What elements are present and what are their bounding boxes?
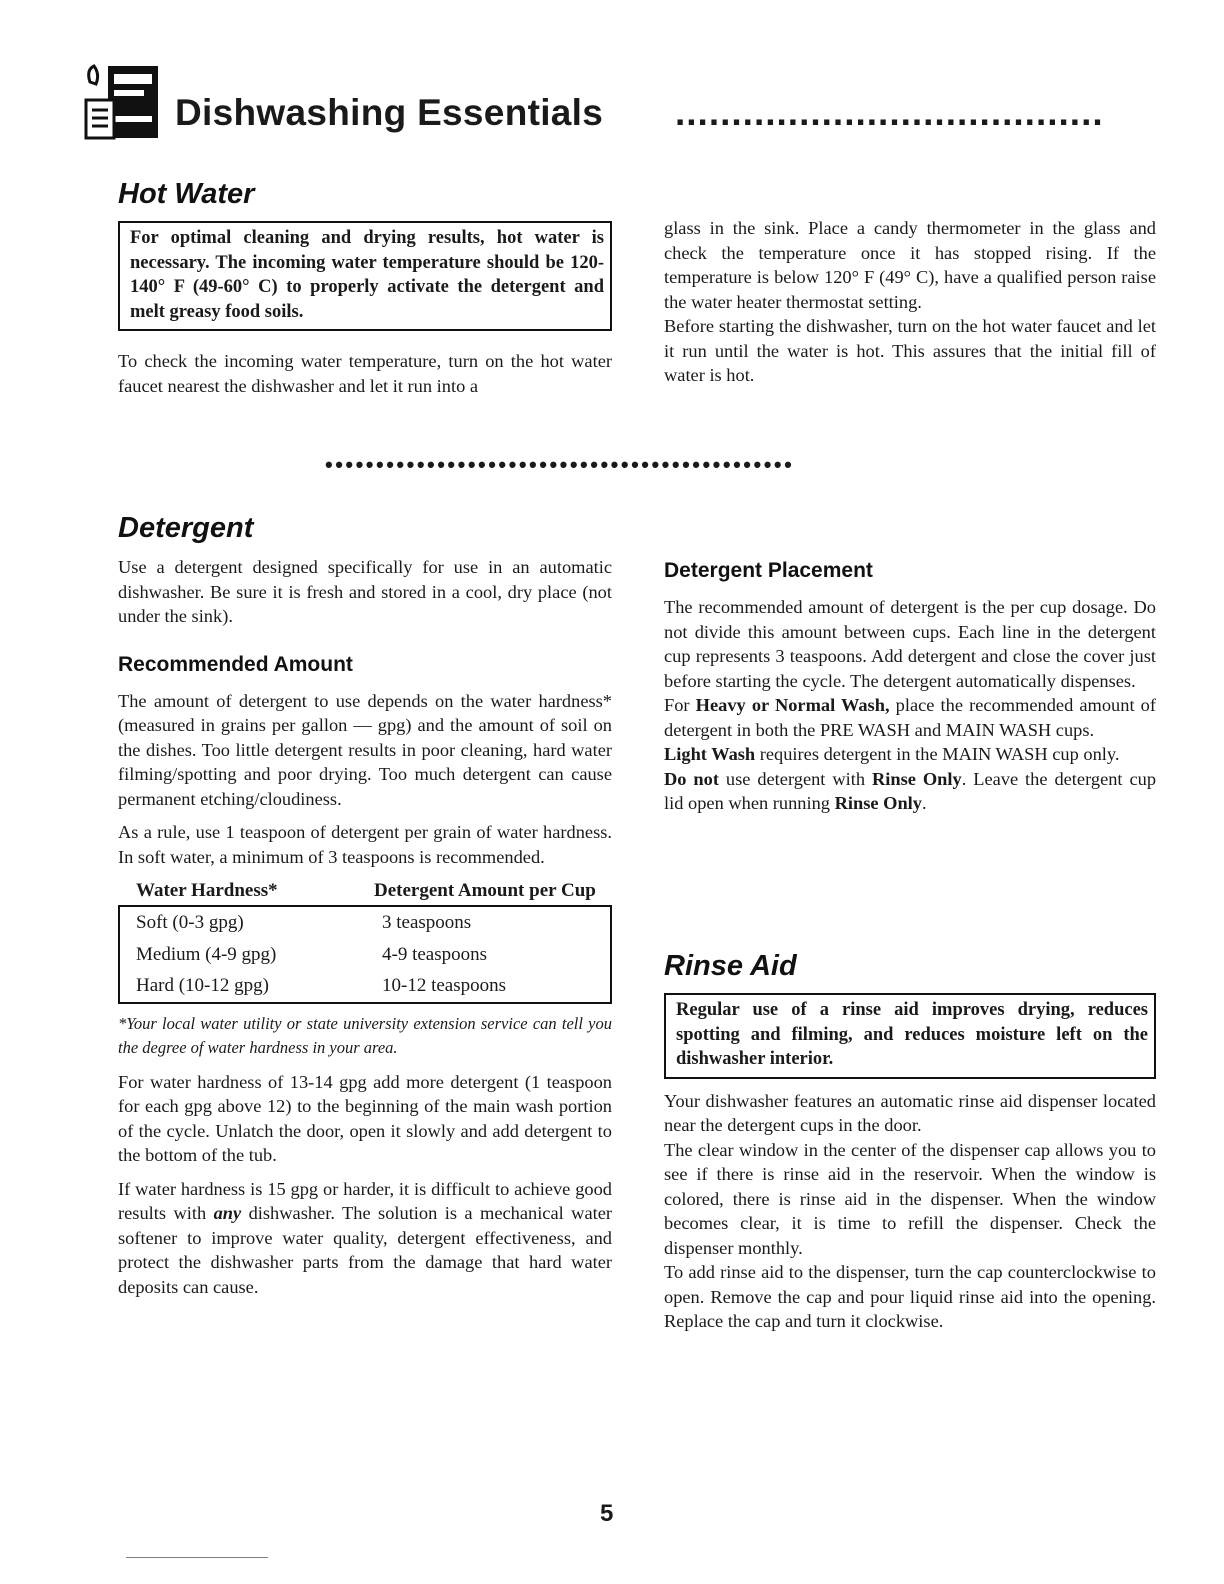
page-number: 5	[600, 1500, 614, 1527]
rinse-aid-paragraph-1: Your dishwasher features an automatic rinse aid dispenser located near the detergent cups in the door.	[664, 1090, 1156, 1135]
dishwasher-logo-icon	[84, 60, 170, 140]
table-header-amount: Detergent Amount per Cup	[374, 880, 596, 901]
detergent-paragraph-4: If water hardness is 15 gpg or harder, it is difficult to achieve good results with any dishwasher. The solution is a mechanical water softener to improve water quality, detergent effectiveness, and protect the dishwasher parts from the damage that hard water deposits can cause.	[118, 1178, 613, 1297]
table-header-row	[118, 879, 612, 903]
placement-paragraph-3: Light Wash requires detergent in the MAIN WASH cup only.	[664, 744, 1120, 764]
table-cell-hardness: Soft (0-3 gpg)	[136, 912, 244, 933]
detergent-section	[118, 512, 612, 1299]
rinse-aid-callout: Regular use of a rinse aid improves drying, reduces spotting and filming, and reduces moisture left on the dishwasher interior.	[664, 993, 1156, 1079]
hot-water-heading: Hot Water	[118, 178, 255, 210]
hot-water-continued	[664, 216, 1156, 388]
table-header-hardness: Water Hardness*	[136, 880, 278, 901]
table-body	[118, 905, 612, 1004]
detergent-paragraph-3: For water hardness of 13-14 gpg add more detergent (1 teaspoon for each gpg above 12) to the beginning of the main wash portion of the cycle. Unlatch the door, open it slowly and add detergent to the bottom of the tub.	[118, 1071, 612, 1165]
placement-paragraph-4: Do not use detergent with Rinse Only. Leave the detergent cup lid open when running Rinse Only.	[664, 768, 1157, 813]
hot-water-paragraph-2: Before starting the dishwasher, turn on the hot water faucet and let it run until the water is hot. This assures that the initial fill of water is hot.	[664, 316, 1156, 385]
emphasis-any: any	[213, 1203, 242, 1223]
placement-paragraph-1: The recommended amount of detergent is the per cup dosage. Do not divide this amount between cups. Each line in the detergent cup represents 3 teaspoons. Add detergent and close the cover just before starting the cycle. The detergent automatically dispenses.	[664, 597, 1156, 691]
detergent-placement-section	[664, 559, 1156, 816]
table-cell-hardness: Hard (10-12 gpg)	[136, 975, 269, 996]
title-leader-dots: ......................................	[675, 92, 1104, 133]
detergent-placement-heading: Detergent Placement	[664, 559, 873, 582]
hot-water-paragraph-1: To check the incoming water temperature, turn on the hot water faucet nearest the dishwasher and let it run into a	[118, 351, 612, 396]
recommended-amount-heading: Recommended Amount	[118, 652, 353, 676]
section-separator: ••••••••••••••••••••••••••••••••••••••••••••••	[325, 452, 795, 477]
rinse-aid-heading: Rinse Aid	[664, 950, 797, 982]
water-hardness-table	[118, 879, 612, 1004]
recommended-paragraph-2: As a rule, use 1 teaspoon of detergent per grain of water hardness. In soft water, a minimum of 3 teaspoons is recommended.	[118, 822, 612, 867]
table-cell-hardness: Medium (4-9 gpg)	[136, 943, 277, 965]
table-cell-amount: 4-9 teaspoons	[382, 943, 488, 965]
placement-paragraph-2: For Heavy or Normal Wash, place the recommended amount of detergent in both the PRE WASH and MAIN WASH cups.	[664, 695, 1156, 740]
page-title: Dishwashing Essentials	[175, 92, 604, 133]
rinse-aid-paragraph-2: The clear window in the center of the dispenser cap allows you to see if there is rinse aid in the reservoir. When the window is colored, there is rinse aid in the dispenser. When the window becomes clear, it is time to refill the dispenser. Check the dispenser monthly.	[664, 1139, 1156, 1258]
bottom-rule	[126, 1557, 268, 1558]
table-cell-amount: 10-12 teaspoons	[382, 975, 507, 996]
detergent-heading: Detergent	[118, 512, 254, 544]
hot-water-callout: For optimal cleaning and drying results, hot water is necessary. The incoming water temperature should be 120-140° F (49-60° C) to properly activate the detergent and melt greasy food soils.	[118, 221, 612, 331]
hardness-footnote: *Your local water utility or state university extension service can tell you the degree of water hardness in your area.	[118, 1013, 612, 1057]
table-row	[120, 907, 610, 939]
recommended-paragraph-1: The amount of detergent to use depends on the water hardness* (measured in grains per gallon — gpg) and the amount of soil on the dishes. Too little detergent results in poor cleaning, hard water filming/spotting and poor drying. Too much detergent can cause permanent etching/cloudiness.	[118, 690, 612, 809]
hot-water-section	[118, 178, 612, 398]
table-row	[120, 970, 610, 1002]
rinse-aid-section	[664, 950, 1156, 1334]
table-cell-amount: 3 teaspoons	[382, 912, 472, 933]
table-row	[120, 939, 610, 971]
rinse-aid-paragraph-3: To add rinse aid to the dispenser, turn the cap counterclockwise to open. Remove the cap and pour liquid rinse aid into the opening. Replace the cap and turn it clockwise.	[664, 1262, 1156, 1331]
hot-water-paragraph-1-continued: glass in the sink. Place a candy thermometer in the glass and check the temperature once it has stopped rising. If the temperature is below 120° F (49° C), have a qualified person raise the water heater thermostat setting.	[664, 218, 1156, 312]
detergent-intro: Use a detergent designed specifically for use in an automatic dishwasher. Be sure it is fresh and stored in a cool, dry place (not under the sink).	[118, 557, 612, 626]
